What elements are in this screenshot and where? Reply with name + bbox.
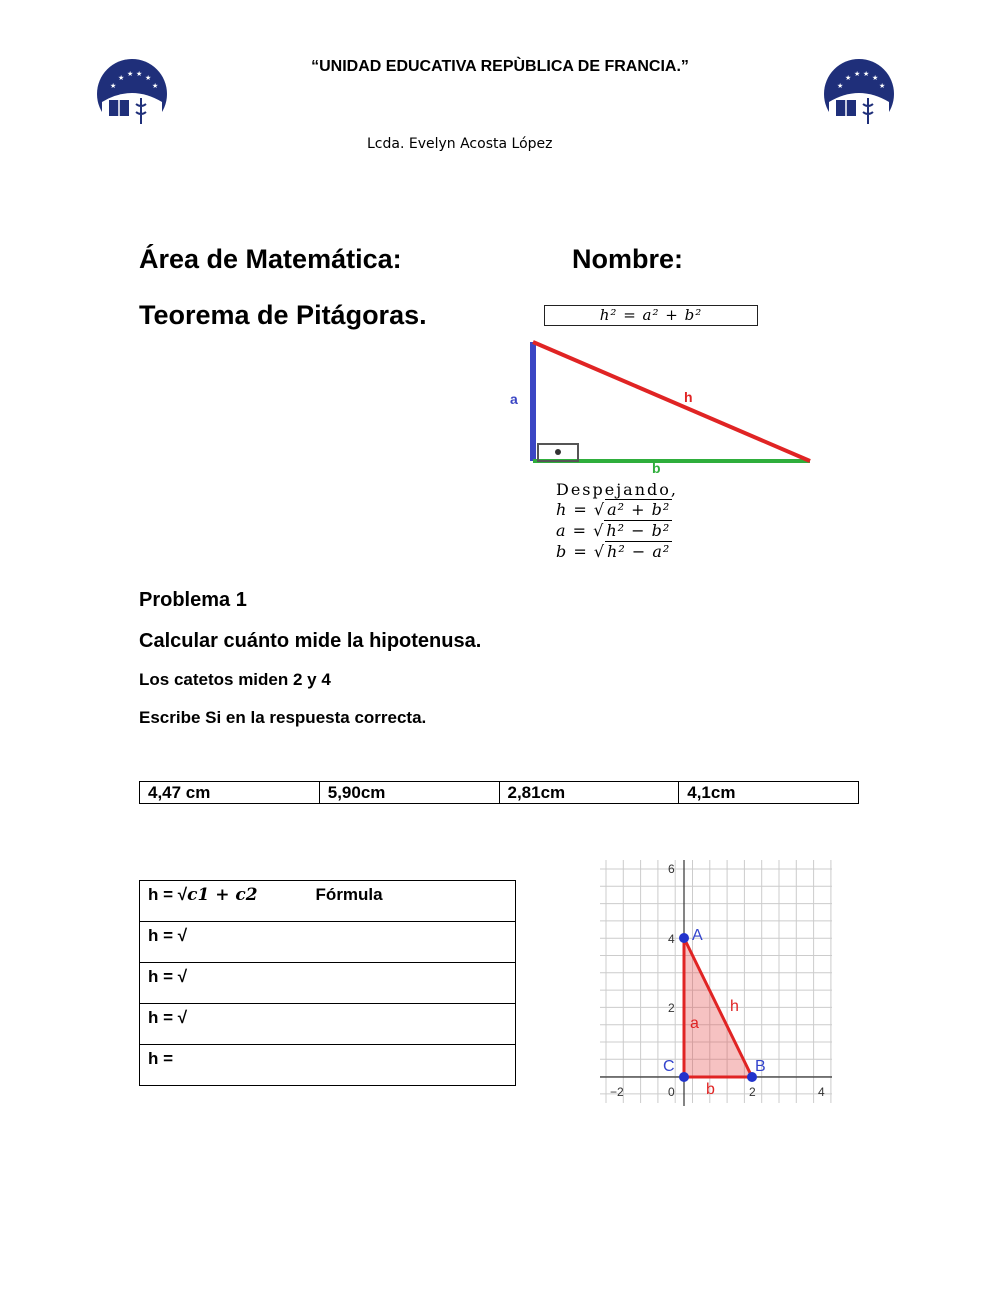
problem-title: Problema 1 xyxy=(139,589,247,611)
x-tick-label: 4 xyxy=(818,1085,825,1099)
svg-text:★: ★ xyxy=(872,74,879,82)
work-row[interactable]: h = xyxy=(140,1045,516,1086)
answer-option[interactable]: 4,1cm xyxy=(679,782,859,804)
label-a: a xyxy=(510,391,518,407)
work-row[interactable]: h = √ xyxy=(140,1004,516,1045)
name-label: Nombre: xyxy=(572,244,684,274)
svg-text:★: ★ xyxy=(145,74,152,82)
svg-text:★: ★ xyxy=(863,70,870,78)
despejando-label: Despejando, xyxy=(556,480,678,499)
x-tick-label: 2 xyxy=(749,1085,756,1099)
solving-block xyxy=(556,480,678,562)
svg-text:★: ★ xyxy=(854,70,861,78)
formula-expression: c1 + c2 xyxy=(187,885,258,905)
answer-option[interactable]: 2,81cm xyxy=(499,782,679,804)
work-row[interactable]: h = √ xyxy=(140,963,516,1004)
label-b: b xyxy=(652,460,661,476)
side-h-label: h xyxy=(730,998,739,1015)
point-b-label: B xyxy=(755,1058,766,1075)
school-title: “UNIDAD EDUCATIVA REPÙBLICA DE FRANCIA.” xyxy=(311,58,689,75)
point-a xyxy=(679,933,689,943)
pythagoras-formula: h² = a² + b² xyxy=(544,305,758,326)
svg-text:★: ★ xyxy=(837,82,844,90)
y-tick-label: 4 xyxy=(668,932,675,946)
point-c xyxy=(679,1072,689,1082)
problem-instruction: Escribe Si en la respuesta correcta. xyxy=(139,708,427,727)
equation-b: b = √ h² − a² xyxy=(556,542,671,561)
label-h: h xyxy=(684,389,693,405)
teacher-name: Lcda. Evelyn Acosta López xyxy=(367,136,553,152)
side-b-label: b xyxy=(706,1081,715,1098)
y-tick-label: 2 xyxy=(668,1001,675,1015)
svg-text:★: ★ xyxy=(152,82,159,90)
svg-text:★: ★ xyxy=(879,82,886,90)
work-row[interactable]: h = √ xyxy=(140,922,516,963)
answer-option[interactable]: 4,47 cm xyxy=(140,782,320,804)
svg-text:★: ★ xyxy=(110,82,117,90)
equation-a: a = √ h² − b² xyxy=(556,521,671,540)
svg-text:★: ★ xyxy=(845,74,852,82)
answer-option[interactable]: 5,90cm xyxy=(319,782,499,804)
svg-text:★: ★ xyxy=(118,74,125,82)
school-logo-right xyxy=(823,58,895,130)
formula-row: h = √c1 + c2 Fórmula xyxy=(140,881,516,922)
right-triangle-diagram xyxy=(500,330,820,480)
x-tick-label: −2 xyxy=(610,1085,624,1099)
formula-label: Fórmula xyxy=(315,885,383,904)
y-tick-label: 6 xyxy=(668,862,675,876)
equation-h: h = √ a² + b² xyxy=(556,500,671,519)
work-table xyxy=(139,880,516,1086)
problem-question: Calcular cuánto mide la hipotenusa. xyxy=(139,630,482,652)
topic-title: Teorema de Pitágoras. xyxy=(139,300,427,330)
svg-text:★: ★ xyxy=(127,70,134,78)
x-tick-label: 0 xyxy=(668,1085,675,1099)
side-a-label: a xyxy=(690,1015,699,1032)
problem-given: Los catetos miden 2 y 4 xyxy=(139,670,331,689)
point-a-label: A xyxy=(692,927,703,944)
svg-text:★: ★ xyxy=(136,70,143,78)
coordinate-graph xyxy=(600,858,836,1106)
school-logo-left xyxy=(96,58,168,130)
subject-title: Área de Matemática: xyxy=(139,244,402,274)
answer-options-table xyxy=(139,781,859,804)
point-c-label: C xyxy=(663,1058,675,1075)
